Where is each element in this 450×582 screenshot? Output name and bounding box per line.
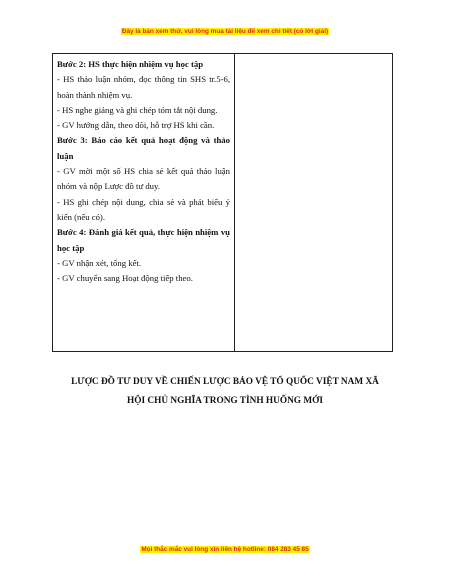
step-4-title: Bước 4: Đánh giá kết quả, thực hiện nhiệm vụ học tập: [57, 227, 230, 253]
list-item: - GV mời một số HS chia sẻ kết quả thảo luận nhóm và nộp Lược đồ tư duy.: [57, 166, 230, 192]
list-item: - HS ghi chép nội dung, chia sẻ và phát biểu ý kiến (nếu có).: [57, 196, 230, 222]
preview-notice-banner: [0, 28, 450, 35]
list-item: - GV chuyển sang Hoạt động tiếp theo.: [57, 273, 193, 284]
heading-line-2: HỘI CHỦ NGHĨA TRONG TÌNH HUỐNG MỚI: [127, 396, 323, 406]
list-item: - GV hướng dẫn, theo dõi, hỗ trợ HS khi cần.: [57, 120, 215, 131]
list-item: - HS thảo luận nhóm, đọc thông tin SHS tr.5-6, hoàn thành nhiệm vụ.: [57, 74, 230, 100]
activity-table: [52, 53, 393, 352]
section-heading: [30, 373, 420, 411]
list-item: - GV nhận xét, tổng kết.: [57, 257, 142, 268]
heading-line-1: LƯỢC ĐỒ TƯ DUY VỀ CHIẾN LƯỢC BẢO VỆ TỔ QUỐC VIỆT NAM XÃ: [71, 377, 379, 387]
list-item: - HS nghe giảng và ghi chép tóm tắt nội dung.: [57, 104, 218, 115]
hotline-banner: [0, 546, 450, 553]
table-left-cell: [57, 57, 230, 286]
preview-notice-text: Đây là bản xem thử, vui lòng mua tài liệu để xem chi tiết (có lời giải): [121, 28, 329, 35]
table-right-cell: [235, 54, 393, 351]
hotline-text: Mọi thắc mắc vui lòng xin liên hệ hotline: 084 283 45 85: [141, 546, 309, 553]
step-2-title: Bước 2: HS thực hiện nhiệm vụ học tập: [57, 59, 204, 69]
step-3-title: Bước 3: Báo cáo kết quả hoạt động và thảo luận: [57, 135, 230, 161]
